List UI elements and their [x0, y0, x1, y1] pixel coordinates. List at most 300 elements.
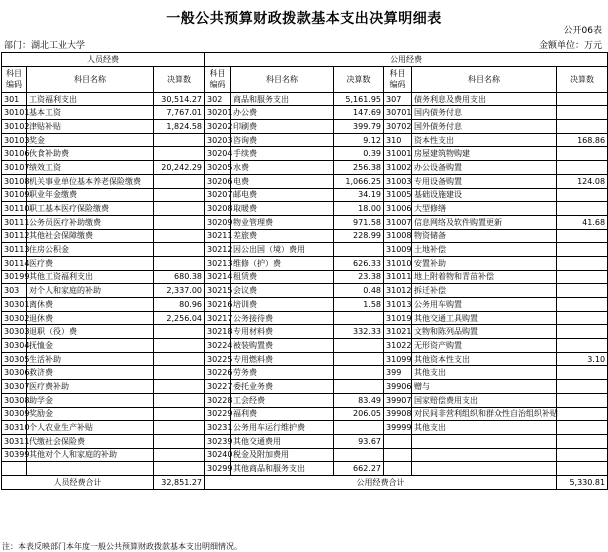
- personnel-name-cell: 医疗费补助: [27, 380, 154, 394]
- personnel-name-cell: 退职（役）费: [27, 325, 154, 339]
- public-name-cell: 被装购置费: [231, 339, 334, 353]
- personnel-code-cell: 30309: [2, 407, 27, 421]
- public-amount-cell: [557, 339, 608, 353]
- public-amount-cell: [334, 366, 384, 380]
- personnel-name-cell: 绩效工资: [27, 161, 154, 175]
- personnel-name-cell: 住房公积金: [27, 243, 154, 257]
- public-code-cell: 31003: [384, 174, 412, 188]
- personnel-amount-cell: [154, 133, 205, 147]
- public-code-cell: 30211: [205, 229, 231, 243]
- public-code-cell: 30216: [205, 298, 231, 312]
- public-amount-cell: [334, 339, 384, 353]
- personnel-amount-cell: [154, 421, 205, 435]
- personnel-amount-cell: [154, 229, 205, 243]
- public-amount-cell: [334, 380, 384, 394]
- table-row: [2, 421, 608, 435]
- public-name-cell: 房屋建筑物购建: [412, 147, 557, 161]
- public-code-cell: 30299: [205, 462, 231, 476]
- personnel-name-cell: 奖金: [27, 133, 154, 147]
- table-body: [2, 92, 608, 475]
- personnel-amount-cell: 1,824.58: [154, 120, 205, 134]
- public-code-cell: 31012: [384, 284, 412, 298]
- table-row: [2, 352, 608, 366]
- public-code-cell: 30224: [205, 339, 231, 353]
- public-name-cell: 专用材料费: [231, 325, 334, 339]
- personnel-amount-cell: 7,767.01: [154, 106, 205, 120]
- public-name-cell: 福利费: [231, 407, 334, 421]
- public-amount-cell: [557, 325, 608, 339]
- personnel-name-cell: 对个人和家庭的补助: [27, 284, 154, 298]
- public-name-cell: 邮电费: [231, 188, 334, 202]
- public-code-cell: 30201: [205, 106, 231, 120]
- public-amount-cell: 399.79: [334, 120, 384, 134]
- public-code-cell: 39999: [384, 421, 412, 435]
- public-code-cell: 30701: [384, 106, 412, 120]
- public-amount-cell: [557, 311, 608, 325]
- public-total-label: 公用经费合计: [205, 475, 557, 489]
- public-name-cell: 公务用车运行维护费: [231, 421, 334, 435]
- personnel-code-cell: 30106: [2, 147, 27, 161]
- personnel-name-cell: 代缴社会保险费: [27, 434, 154, 448]
- personnel-code-cell: 30102: [2, 120, 27, 134]
- public-amount-cell: [334, 243, 384, 257]
- personnel-code-cell: 30308: [2, 393, 27, 407]
- public-name-cell: 劳务费: [231, 366, 334, 380]
- personnel-amount-cell: [154, 407, 205, 421]
- table-row: [2, 120, 608, 134]
- table-row: [2, 174, 608, 188]
- public-code-cell: 31099: [384, 352, 412, 366]
- personnel-code-cell: 30307: [2, 380, 27, 394]
- personnel-code-cell: 30111: [2, 215, 27, 229]
- public-name-cell: 国内债务付息: [412, 106, 557, 120]
- public-code-cell: 30207: [205, 188, 231, 202]
- public-name-cell: [412, 462, 557, 476]
- public-amount-cell: 662.27: [334, 462, 384, 476]
- code-header: 科目编码: [2, 66, 27, 92]
- public-code-cell: 310: [384, 133, 412, 147]
- personnel-code-cell: [2, 462, 27, 476]
- public-code-cell: 39908: [384, 407, 412, 421]
- personnel-code-cell: 30303: [2, 325, 27, 339]
- table-row: [2, 339, 608, 353]
- personnel-code-cell: 30112: [2, 229, 27, 243]
- personnel-amount-cell: [154, 448, 205, 462]
- public-header: 公用经费: [205, 53, 608, 67]
- public-code-cell: 30229: [205, 407, 231, 421]
- public-amount-cell: 256.38: [334, 161, 384, 175]
- public-name-cell: 安置补助: [412, 256, 557, 270]
- public-amount-cell: [557, 448, 608, 462]
- amount-header: 决算数: [557, 66, 608, 92]
- public-amount-cell: [557, 202, 608, 216]
- public-code-cell: 30208: [205, 202, 231, 216]
- personnel-name-cell: 救济费: [27, 366, 154, 380]
- public-name-cell: 大型修缮: [412, 202, 557, 216]
- public-code-cell: 31002: [384, 161, 412, 175]
- public-name-cell: 国家赔偿费用支出: [412, 393, 557, 407]
- public-amount-cell: [557, 229, 608, 243]
- personnel-total-value: 32,851.27: [154, 475, 205, 489]
- table-row: [2, 202, 608, 216]
- table-row: [2, 256, 608, 270]
- personnel-amount-cell: [154, 147, 205, 161]
- public-code-cell: 39906: [384, 380, 412, 394]
- public-amount-cell: 3.10: [557, 352, 608, 366]
- department-label: 部门：湖北工业大学: [4, 41, 86, 51]
- public-name-cell: 物资储备: [412, 229, 557, 243]
- personnel-code-cell: 30113: [2, 243, 27, 257]
- public-name-cell: 印刷费: [231, 120, 334, 134]
- public-amount-cell: 18.00: [334, 202, 384, 216]
- public-code-cell: 30226: [205, 366, 231, 380]
- personnel-name-cell: 其他社会保障缴费: [27, 229, 154, 243]
- public-amount-cell: [557, 256, 608, 270]
- public-amount-cell: [557, 92, 608, 106]
- public-code-cell: 31008: [384, 229, 412, 243]
- personnel-code-cell: 30109: [2, 188, 27, 202]
- personnel-amount-cell: [154, 366, 205, 380]
- public-code-cell: 31019: [384, 311, 412, 325]
- form-number: 公开06表: [563, 26, 602, 36]
- table-row: [2, 325, 608, 339]
- personnel-name-cell: 职业年金缴费: [27, 188, 154, 202]
- public-name-cell: 专用燃料费: [231, 352, 334, 366]
- amount-header: 决算数: [334, 66, 384, 92]
- expenditure-table: [1, 52, 608, 490]
- table-row: [2, 434, 608, 448]
- personnel-amount-cell: 2,256.04: [154, 311, 205, 325]
- public-name-cell: 基础设施建设: [412, 188, 557, 202]
- public-name-cell: [412, 448, 557, 462]
- public-amount-cell: 41.68: [557, 215, 608, 229]
- public-name-cell: 信息网络及软件购置更新: [412, 215, 557, 229]
- footnote: 注：本表反映部门本年度一般公共预算财政拨款基本支出明细情况。: [2, 542, 242, 551]
- personnel-amount-cell: 680.38: [154, 270, 205, 284]
- public-amount-cell: 83.49: [334, 393, 384, 407]
- public-amount-cell: 5,161.95: [334, 92, 384, 106]
- public-name-cell: 维修（护）费: [231, 256, 334, 270]
- public-amount-cell: 34.19: [334, 188, 384, 202]
- personnel-amount-cell: [154, 188, 205, 202]
- public-amount-cell: 228.99: [334, 229, 384, 243]
- public-amount-cell: 0.39: [334, 147, 384, 161]
- personnel-name-cell: 职工基本医疗保险缴费: [27, 202, 154, 216]
- personnel-code-cell: 303: [2, 284, 27, 298]
- public-code-cell: 31013: [384, 298, 412, 312]
- public-amount-cell: [334, 448, 384, 462]
- public-name-cell: 公务接待费: [231, 311, 334, 325]
- public-code-cell: 31021: [384, 325, 412, 339]
- public-code-cell: [384, 434, 412, 448]
- table-row: [2, 462, 608, 476]
- public-name-cell: 对民间非营利组织和群众性自治组织补贴: [412, 407, 557, 421]
- personnel-amount-cell: [154, 325, 205, 339]
- public-amount-cell: [557, 380, 608, 394]
- public-amount-cell: [557, 161, 608, 175]
- public-amount-cell: [334, 421, 384, 435]
- code-header: 科目编码: [205, 66, 231, 92]
- public-amount-cell: [557, 188, 608, 202]
- personnel-amount-cell: 2,337.00: [154, 284, 205, 298]
- personnel-amount-cell: [154, 256, 205, 270]
- personnel-name-cell: 奖励金: [27, 407, 154, 421]
- public-name-cell: 其他支出: [412, 421, 557, 435]
- personnel-amount-cell: [154, 352, 205, 366]
- table-row: [2, 270, 608, 284]
- public-code-cell: [384, 462, 412, 476]
- personnel-code-cell: 30110: [2, 202, 27, 216]
- public-name-cell: 手续费: [231, 147, 334, 161]
- public-amount-cell: 1.58: [334, 298, 384, 312]
- public-name-cell: 工会经费: [231, 393, 334, 407]
- public-amount-cell: 124.08: [557, 174, 608, 188]
- public-code-cell: 399: [384, 366, 412, 380]
- personnel-amount-cell: [154, 174, 205, 188]
- personnel-code-cell: 30108: [2, 174, 27, 188]
- public-amount-cell: 9.12: [334, 133, 384, 147]
- public-code-cell: [384, 448, 412, 462]
- public-name-cell: 因公出国（境）费用: [231, 243, 334, 257]
- personnel-amount-cell: [154, 434, 205, 448]
- public-name-cell: 办公费: [231, 106, 334, 120]
- personnel-code-cell: 30311: [2, 434, 27, 448]
- table-row: [2, 188, 608, 202]
- public-name-cell: 无形资产购置: [412, 339, 557, 353]
- public-amount-cell: [557, 147, 608, 161]
- public-name-cell: 赠与: [412, 380, 557, 394]
- personnel-name-cell: [27, 462, 154, 476]
- table-row: [2, 311, 608, 325]
- public-code-cell: 30202: [205, 120, 231, 134]
- personnel-code-cell: 30304: [2, 339, 27, 353]
- public-amount-cell: 626.33: [334, 256, 384, 270]
- public-amount-cell: 168.86: [557, 133, 608, 147]
- public-amount-cell: [334, 311, 384, 325]
- table-row: [2, 229, 608, 243]
- totals-row: [2, 475, 608, 489]
- public-name-cell: 租赁费: [231, 270, 334, 284]
- personnel-name-cell: 个人农业生产补贴: [27, 421, 154, 435]
- personnel-code-cell: 30306: [2, 366, 27, 380]
- public-name-cell: 物业管理费: [231, 215, 334, 229]
- public-amount-cell: [557, 462, 608, 476]
- public-name-cell: 资本性支出: [412, 133, 557, 147]
- public-code-cell: 31005: [384, 188, 412, 202]
- table-row: [2, 298, 608, 312]
- public-name-cell: 会议费: [231, 284, 334, 298]
- personnel-name-cell: 公务员医疗补助缴费: [27, 215, 154, 229]
- public-code-cell: 30212: [205, 243, 231, 257]
- public-name-cell: 税金及附加费用: [231, 448, 334, 462]
- public-amount-cell: 332.33: [334, 325, 384, 339]
- public-amount-cell: 93.67: [334, 434, 384, 448]
- personnel-code-cell: 30399: [2, 448, 27, 462]
- public-code-cell: 31001: [384, 147, 412, 161]
- public-code-cell: 30203: [205, 133, 231, 147]
- public-name-cell: 专用设备购置: [412, 174, 557, 188]
- personnel-amount-cell: [154, 339, 205, 353]
- personnel-code-cell: 30114: [2, 256, 27, 270]
- personnel-code-cell: 30103: [2, 133, 27, 147]
- personnel-code-cell: 30302: [2, 311, 27, 325]
- personnel-name-cell: 助学金: [27, 393, 154, 407]
- public-amount-cell: [557, 434, 608, 448]
- public-name-cell: 文物和陈列品购置: [412, 325, 557, 339]
- personnel-amount-cell: [154, 393, 205, 407]
- personnel-amount-cell: 30,514.27: [154, 92, 205, 106]
- public-amount-cell: [557, 421, 608, 435]
- table-row: [2, 407, 608, 421]
- public-amount-cell: [557, 284, 608, 298]
- table-row: [2, 133, 608, 147]
- personnel-amount-cell: [154, 243, 205, 257]
- public-amount-cell: [334, 352, 384, 366]
- table-row: [2, 215, 608, 229]
- public-code-cell: 30217: [205, 311, 231, 325]
- report-title: 一般公共预算财政拨款基本支出决算明细表: [166, 11, 442, 27]
- public-name-cell: 咨询费: [231, 133, 334, 147]
- public-amount-cell: 971.58: [334, 215, 384, 229]
- personnel-name-cell: 离休费: [27, 298, 154, 312]
- table-row: [2, 393, 608, 407]
- public-code-cell: 39907: [384, 393, 412, 407]
- public-code-cell: 30225: [205, 352, 231, 366]
- public-code-cell: 30205: [205, 161, 231, 175]
- public-code-cell: 31022: [384, 339, 412, 353]
- public-code-cell: 302: [205, 92, 231, 106]
- unit-label: 金额单位：万元: [538, 41, 602, 51]
- name-header: 科目名称: [231, 66, 334, 92]
- table-row: [2, 243, 608, 257]
- public-amount-cell: [557, 106, 608, 120]
- public-name-cell: 国外债务付息: [412, 120, 557, 134]
- public-name-cell: 其他支出: [412, 366, 557, 380]
- personnel-amount-cell: [154, 215, 205, 229]
- public-name-cell: 商品和服务支出: [231, 92, 334, 106]
- public-name-cell: 电费: [231, 174, 334, 188]
- personnel-code-cell: 30101: [2, 106, 27, 120]
- public-code-cell: 30214: [205, 270, 231, 284]
- table-row: [2, 147, 608, 161]
- personnel-code-cell: 30310: [2, 421, 27, 435]
- public-code-cell: 31010: [384, 256, 412, 270]
- personnel-name-cell: 其他对个人和家庭的补助: [27, 448, 154, 462]
- public-name-cell: 委托业务费: [231, 380, 334, 394]
- public-amount-cell: 23.38: [334, 270, 384, 284]
- personnel-name-cell: 伙食补助费: [27, 147, 154, 161]
- public-code-cell: 307: [384, 92, 412, 106]
- public-name-cell: 办公设备购置: [412, 161, 557, 175]
- public-amount-cell: [557, 393, 608, 407]
- public-name-cell: 公务用车购置: [412, 298, 557, 312]
- public-amount-cell: [557, 407, 608, 421]
- public-name-cell: 其他商品和服务支出: [231, 462, 334, 476]
- personnel-code-cell: 30199: [2, 270, 27, 284]
- personnel-name-cell: 医疗费: [27, 256, 154, 270]
- public-code-cell: 30239: [205, 434, 231, 448]
- public-amount-cell: [557, 298, 608, 312]
- public-name-cell: 差旅费: [231, 229, 334, 243]
- public-code-cell: 30209: [205, 215, 231, 229]
- personnel-name-cell: 机关事业单位基本养老保险缴费: [27, 174, 154, 188]
- name-header: 科目名称: [27, 66, 154, 92]
- public-code-cell: 30227: [205, 380, 231, 394]
- public-amount-cell: 206.05: [334, 407, 384, 421]
- public-name-cell: 水费: [231, 161, 334, 175]
- public-name-cell: 地上附着物和青苗补偿: [412, 270, 557, 284]
- table-row: [2, 284, 608, 298]
- public-total-value: 5,330.81: [557, 475, 608, 489]
- public-code-cell: 30231: [205, 421, 231, 435]
- public-amount-cell: 0.48: [334, 284, 384, 298]
- public-code-cell: 30213: [205, 256, 231, 270]
- public-name-cell: 土地补偿: [412, 243, 557, 257]
- personnel-total-label: 人员经费合计: [2, 475, 154, 489]
- public-name-cell: 培训费: [231, 298, 334, 312]
- public-code-cell: 30218: [205, 325, 231, 339]
- public-code-cell: 30702: [384, 120, 412, 134]
- personnel-code-cell: 30107: [2, 161, 27, 175]
- public-amount-cell: [557, 270, 608, 284]
- public-name-cell: 其他交通费用: [231, 434, 334, 448]
- personnel-name-cell: 基本工资: [27, 106, 154, 120]
- public-amount-cell: 147.69: [334, 106, 384, 120]
- personnel-name-cell: 工资福利支出: [27, 92, 154, 106]
- public-name-cell: 其他交通工具购置: [412, 311, 557, 325]
- personnel-name-cell: 其他工资福利支出: [27, 270, 154, 284]
- personnel-code-cell: 30305: [2, 352, 27, 366]
- personnel-amount-cell: [154, 202, 205, 216]
- public-amount-cell: 1,066.25: [334, 174, 384, 188]
- public-code-cell: 30228: [205, 393, 231, 407]
- public-amount-cell: [557, 243, 608, 257]
- public-code-cell: 31007: [384, 215, 412, 229]
- personnel-code-cell: 30301: [2, 298, 27, 312]
- public-name-cell: 拆迁补偿: [412, 284, 557, 298]
- personnel-header: 人员经费: [2, 53, 205, 67]
- public-code-cell: 30206: [205, 174, 231, 188]
- table-row: [2, 92, 608, 106]
- public-code-cell: 31009: [384, 243, 412, 257]
- public-name-cell: [412, 434, 557, 448]
- public-code-cell: 31006: [384, 202, 412, 216]
- personnel-name-cell: 生活补助: [27, 352, 154, 366]
- personnel-name-cell: 抚恤金: [27, 339, 154, 353]
- public-amount-cell: [557, 366, 608, 380]
- table-row: [2, 380, 608, 394]
- personnel-amount-cell: [154, 380, 205, 394]
- public-code-cell: 30240: [205, 448, 231, 462]
- personnel-name-cell: 津贴补贴: [27, 120, 154, 134]
- personnel-name-cell: 退休费: [27, 311, 154, 325]
- table-row: [2, 106, 608, 120]
- table-row: [2, 366, 608, 380]
- public-name-cell: 其他资本性支出: [412, 352, 557, 366]
- public-code-cell: 30215: [205, 284, 231, 298]
- amount-header: 决算数: [154, 66, 205, 92]
- public-code-cell: 31011: [384, 270, 412, 284]
- public-code-cell: 30204: [205, 147, 231, 161]
- public-amount-cell: [557, 120, 608, 134]
- public-name-cell: 债务利息及费用支出: [412, 92, 557, 106]
- personnel-amount-cell: 80.96: [154, 298, 205, 312]
- name-header: 科目名称: [412, 66, 557, 92]
- code-header: 科目编码: [384, 66, 412, 92]
- personnel-amount-cell: 20,242.29: [154, 161, 205, 175]
- table-row: [2, 448, 608, 462]
- personnel-amount-cell: [154, 462, 205, 476]
